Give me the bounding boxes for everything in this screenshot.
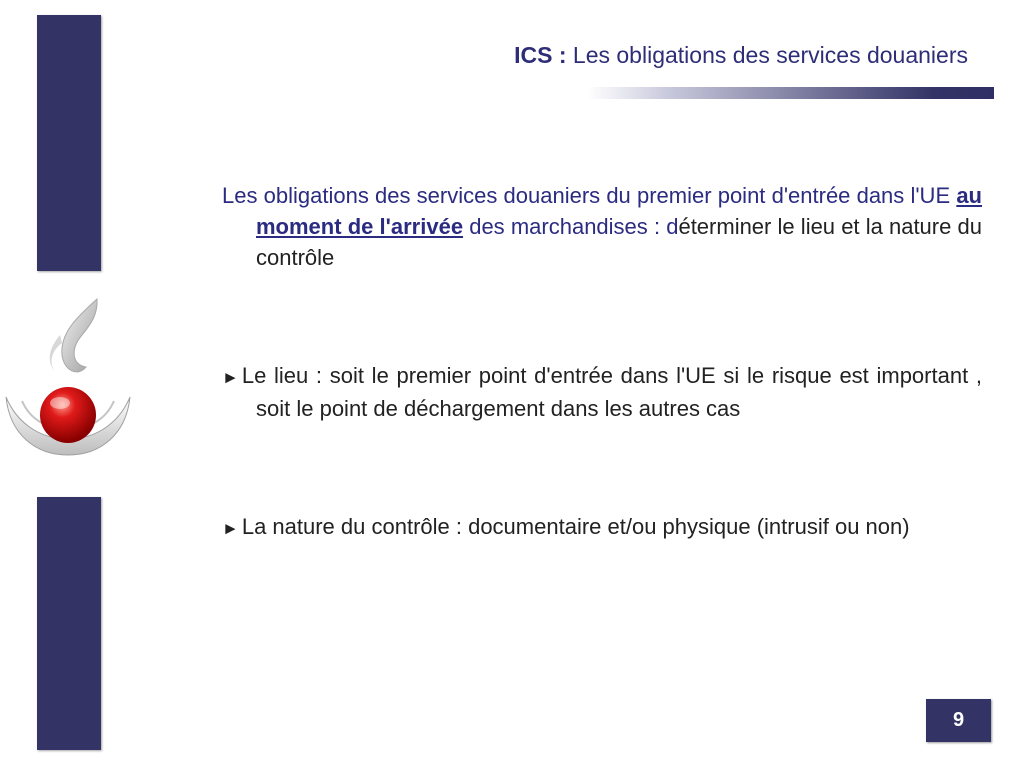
title-gradient-rule xyxy=(588,87,994,99)
slide-title xyxy=(514,42,968,69)
intro-text-b: des marchandises : d xyxy=(463,214,679,239)
bullet-arrow-icon: ► xyxy=(222,368,239,387)
bullet-text: La nature du contrôle : documentaire et/ou physique (intrusif ou non) xyxy=(241,514,910,539)
intro-paragraph xyxy=(222,180,982,273)
decorative-bar-top xyxy=(37,15,101,271)
customs-flame-emblem-icon xyxy=(2,295,134,483)
bullet-item-nature xyxy=(222,511,982,544)
bullet-arrow-icon: ► xyxy=(222,519,239,538)
decorative-bar-bottom xyxy=(37,497,101,750)
intro-text-a: Les obligations des services douaniers du premier point d'entrée dans l'UE xyxy=(222,183,957,208)
slide-title-bold: ICS : xyxy=(514,42,567,68)
page-number: 9 xyxy=(952,709,965,731)
slide-title-text: Les obligations des services douaniers xyxy=(566,42,968,68)
bullet-item-lieu xyxy=(222,360,982,424)
bullet-text: Le lieu : soit le premier point d'entrée dans l'UE si le risque est important , soit le point de déchargement dans les autres cas xyxy=(241,363,982,421)
intro-emphasis: au moment de l'arrivée xyxy=(256,183,982,239)
intro-text-c: éterminer le lieu et la nature du contrôle xyxy=(256,214,982,270)
page-number-badge xyxy=(926,699,991,742)
